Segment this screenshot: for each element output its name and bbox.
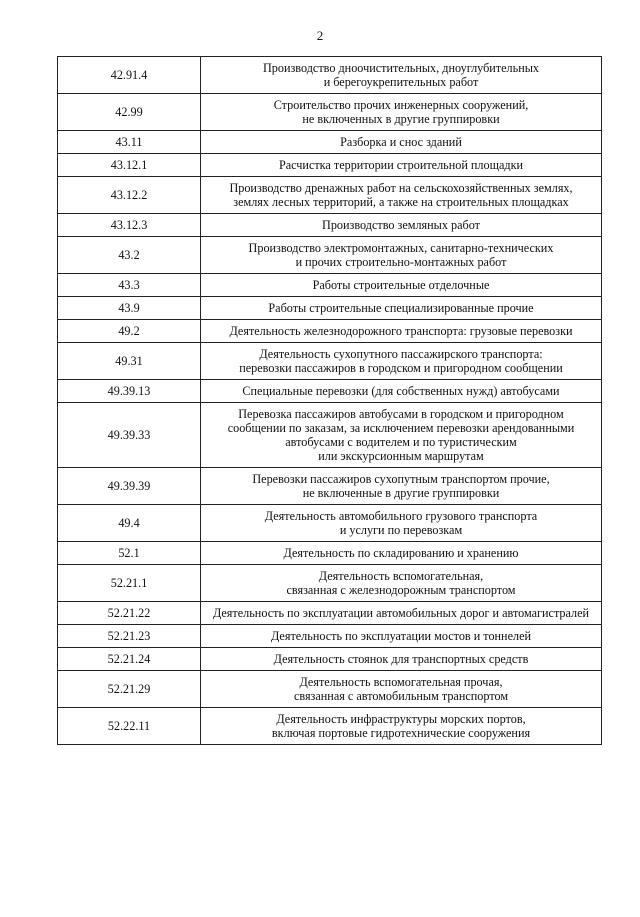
activity-name-cell: Деятельность инфраструктуры морских портов, включая портовые гидротехнические сооружения	[201, 708, 602, 745]
table-row	[58, 671, 602, 708]
activity-name-cell: Деятельность по эксплуатации мостов и тоннелей	[201, 625, 602, 648]
activity-code-cell: 43.12.3	[58, 214, 201, 237]
activity-code-cell: 42.99	[58, 94, 201, 131]
activity-code-cell: 52.21.29	[58, 671, 201, 708]
activity-code-cell: 43.12.2	[58, 177, 201, 214]
table-row	[58, 708, 602, 745]
activity-code-cell: 43.3	[58, 274, 201, 297]
activity-name-cell: Работы строительные отделочные	[201, 274, 602, 297]
activity-code-cell: 49.4	[58, 505, 201, 542]
activity-code-cell: 49.39.13	[58, 380, 201, 403]
table-row	[58, 565, 602, 602]
activity-name-cell: Деятельность вспомогательная прочая, связанная с автомобильным транспортом	[201, 671, 602, 708]
table-row	[58, 131, 602, 154]
table-row	[58, 57, 602, 94]
table-row	[58, 177, 602, 214]
table-row	[58, 274, 602, 297]
table-body	[58, 57, 602, 745]
activity-code-cell: 43.2	[58, 237, 201, 274]
activity-name-cell: Деятельность вспомогательная, связанная с железнодорожным транспортом	[201, 565, 602, 602]
activity-name-cell: Деятельность стоянок для транспортных средств	[201, 648, 602, 671]
activity-code-cell: 49.39.33	[58, 403, 201, 468]
activity-name-cell: Производство земляных работ	[201, 214, 602, 237]
activity-code-cell: 42.91.4	[58, 57, 201, 94]
activity-code-cell: 52.21.23	[58, 625, 201, 648]
activity-name-cell: Работы строительные специализированные прочие	[201, 297, 602, 320]
table-row	[58, 154, 602, 177]
activity-name-cell: Производство дренажных работ на сельскохозяйственных землях, землях лесных территорий, а также на строительных площадках	[201, 177, 602, 214]
activity-code-cell: 52.21.22	[58, 602, 201, 625]
activity-name-cell: Деятельность по эксплуатации автомобильных дорог и автомагистралей	[201, 602, 602, 625]
activity-code-cell: 43.9	[58, 297, 201, 320]
activity-name-cell: Расчистка территории строительной площадки	[201, 154, 602, 177]
activity-code-cell: 52.1	[58, 542, 201, 565]
activity-name-cell: Перевозка пассажиров автобусами в городском и пригородном сообщении по заказам, за исключением перевозки арендованными автобусами с водителем и по туристическим или экскурсионным маршрутам	[201, 403, 602, 468]
table-row	[58, 237, 602, 274]
activity-name-cell: Разборка и снос зданий	[201, 131, 602, 154]
table-row	[58, 468, 602, 505]
activity-code-cell: 52.21.1	[58, 565, 201, 602]
activity-codes-table	[57, 56, 602, 745]
activity-name-cell: Деятельность по складированию и хранению	[201, 542, 602, 565]
table-row	[58, 625, 602, 648]
table-row	[58, 320, 602, 343]
table-row	[58, 343, 602, 380]
activity-code-cell: 52.22.11	[58, 708, 201, 745]
activity-code-cell: 52.21.24	[58, 648, 201, 671]
table-row	[58, 542, 602, 565]
table-row	[58, 505, 602, 542]
table-row	[58, 94, 602, 131]
activity-name-cell: Деятельность автомобильного грузового транспорта и услуги по перевозкам	[201, 505, 602, 542]
activity-name-cell: Производство электромонтажных, санитарно-технических и прочих строительно-монтажных работ	[201, 237, 602, 274]
activity-code-cell: 49.2	[58, 320, 201, 343]
activity-code-cell: 49.39.39	[58, 468, 201, 505]
table-row	[58, 648, 602, 671]
table-row	[58, 403, 602, 468]
activity-name-cell: Строительство прочих инженерных сооружений, не включенных в другие группировки	[201, 94, 602, 131]
table-row	[58, 214, 602, 237]
activity-name-cell: Деятельность сухопутного пассажирского транспорта: перевозки пассажиров в городском и пригородном сообщении	[201, 343, 602, 380]
activity-name-cell: Специальные перевозки (для собственных нужд) автобусами	[201, 380, 602, 403]
activity-name-cell: Перевозки пассажиров сухопутным транспортом прочие, не включенные в другие группировки	[201, 468, 602, 505]
table-row	[58, 602, 602, 625]
table-row	[58, 297, 602, 320]
activity-code-cell: 49.31	[58, 343, 201, 380]
table-row	[58, 380, 602, 403]
activity-name-cell: Производство дноочистительных, дноуглубительных и берегоукрепительных работ	[201, 57, 602, 94]
page-number: 2	[316, 28, 324, 43]
activity-name-cell: Деятельность железнодорожного транспорта: грузовые перевозки	[201, 320, 602, 343]
activity-code-cell: 43.12.1	[58, 154, 201, 177]
activity-code-cell: 43.11	[58, 131, 201, 154]
